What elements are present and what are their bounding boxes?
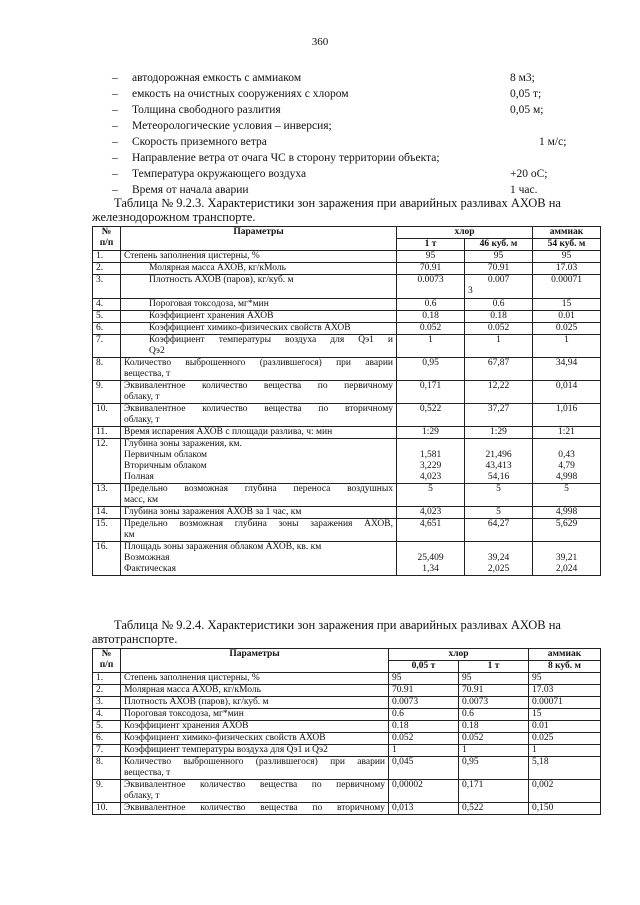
row-param: Степень заполнения цистерны, % xyxy=(121,673,389,685)
condition-item xyxy=(112,134,612,150)
header-col: 54 куб. м xyxy=(533,239,601,251)
condition-item xyxy=(112,70,612,86)
row-number: 7. xyxy=(93,745,121,757)
row-value: 70.91 xyxy=(459,685,529,697)
row-value: 0.00071 xyxy=(529,697,601,709)
condition-text: Скорость приземного ветра xyxy=(132,136,267,148)
row-value: 17.03 xyxy=(529,685,601,697)
row-value: 0,002 xyxy=(529,780,601,803)
condition-item xyxy=(112,102,612,118)
header-col: 8 куб. м xyxy=(529,661,601,673)
dash: – xyxy=(112,88,118,100)
row-value: 0.052 xyxy=(465,323,533,335)
table-row xyxy=(93,404,601,427)
header-chlorine: хлор xyxy=(389,649,529,661)
table-row xyxy=(93,780,601,803)
dash: – xyxy=(112,136,118,148)
table-row xyxy=(93,542,601,576)
row-value: 70.91 xyxy=(397,263,465,275)
row-value: 1 xyxy=(397,335,465,358)
row-value: 12,22 xyxy=(465,381,533,404)
row-value: 39,21 2,024 xyxy=(533,542,601,576)
row-value: 0,171 xyxy=(397,381,465,404)
header-col: 1 т xyxy=(397,239,465,251)
row-value: 0.18 xyxy=(389,721,459,733)
row-param: Глубина зоны заражения, км. Первичным облаком Вторичным облаком Полная xyxy=(121,439,397,484)
row-value: 0.007 3 xyxy=(465,275,533,299)
dash: – xyxy=(112,168,118,180)
caption-line: Таблица № 9.2.3. Характеристики зон заражения при аварийных разливах АХОВ на xyxy=(114,196,561,210)
row-value: 1 xyxy=(533,335,601,358)
dash: – xyxy=(112,184,118,196)
row-value: 1,581 3,229 4,023 xyxy=(397,439,465,484)
row-param: Количество выброшенного (разлившегося) при аварии вещества, т xyxy=(121,358,397,381)
row-param: Коэффициент температуры воздуха для Qэ1 и Qэ2 xyxy=(121,335,397,358)
table-row xyxy=(93,381,601,404)
condition-text: Температура окружающего воздуха xyxy=(132,168,307,180)
row-value: 95 xyxy=(459,673,529,685)
dash: – xyxy=(112,152,118,164)
row-param: Плотность АХОВ (паров), кг/куб. м xyxy=(121,275,397,299)
row-param: Предельно возможная глубина зоны заражения АХОВ, км xyxy=(121,519,397,542)
row-number: 9. xyxy=(93,381,121,404)
header-num: № п/п xyxy=(93,227,121,251)
row-value: 95 xyxy=(397,251,465,263)
row-param: Степень заполнения цистерны, % xyxy=(121,251,397,263)
row-value: 1:29 xyxy=(397,427,465,439)
row-number: 13. xyxy=(93,484,121,507)
row-value: 67,87 xyxy=(465,358,533,381)
header-ammonia: аммиак xyxy=(533,227,601,239)
dash: – xyxy=(112,72,118,84)
row-value: 70.91 xyxy=(389,685,459,697)
table-road xyxy=(92,648,601,815)
row-number: 8. xyxy=(93,757,121,780)
row-value: 64,27 xyxy=(465,519,533,542)
condition-value: 1 м/с; xyxy=(539,136,567,148)
row-value: 1:21 xyxy=(533,427,601,439)
row-param: Эквивалентное количество вещества по первичному облаку, т xyxy=(121,381,397,404)
table-row xyxy=(93,757,601,780)
row-value: 0.052 xyxy=(389,733,459,745)
row-value: 17.03 xyxy=(533,263,601,275)
row-param: Коэффициент химико-физических свойств АХОВ xyxy=(121,323,397,335)
row-value: 5 xyxy=(465,507,533,519)
condition-text: автодорожная емкость с аммиаком xyxy=(132,72,302,84)
table-row xyxy=(93,803,601,815)
row-value: 0.00071 xyxy=(533,275,601,299)
row-number: 7. xyxy=(93,335,121,358)
table-row xyxy=(93,299,601,311)
table-row xyxy=(93,358,601,381)
row-value: 0,95 xyxy=(459,757,529,780)
row-number: 6. xyxy=(93,733,121,745)
caption-line: Таблица № 9.2.4. Характеристики зон заражения при аварийных разливах АХОВ на xyxy=(114,618,561,632)
header-params: Параметры xyxy=(121,649,389,673)
table-row xyxy=(93,427,601,439)
row-number: 8. xyxy=(93,358,121,381)
row-value: 0.18 xyxy=(465,311,533,323)
row-value: 4,651 xyxy=(397,519,465,542)
dash: – xyxy=(112,120,118,132)
row-value: 0.0073 xyxy=(397,275,465,299)
row-param: Предельно возможная глубина переноса воздушных масс, км xyxy=(121,484,397,507)
row-number: 10. xyxy=(93,404,121,427)
row-value: 25,409 1,34 xyxy=(397,542,465,576)
header-col: 1 т xyxy=(459,661,529,673)
row-number: 4. xyxy=(93,299,121,311)
row-value: 37,27 xyxy=(465,404,533,427)
row-number: 3. xyxy=(93,697,121,709)
header-chlorine: хлор xyxy=(397,227,533,239)
caption-line: автотранспорте. xyxy=(92,632,178,646)
row-param: Плотность АХОВ (паров), кг/куб. м xyxy=(121,697,389,709)
row-param: Эквивалентное количество вещества по вторичному облаку, т xyxy=(121,404,397,427)
header-col: 46 куб. м xyxy=(465,239,533,251)
row-value: 0,014 xyxy=(533,381,601,404)
condition-text: Толщина свободного разлития xyxy=(132,104,281,116)
condition-text: Метеорологические условия – инверсия; xyxy=(132,120,332,132)
row-value: 5,629 xyxy=(533,519,601,542)
header-col: 0,05 т xyxy=(389,661,459,673)
row-value: 0,95 xyxy=(397,358,465,381)
header-num: № п/п xyxy=(93,649,121,673)
table-railway xyxy=(92,226,601,576)
condition-item xyxy=(112,166,612,182)
row-value: 0.6 xyxy=(397,299,465,311)
row-value: 15 xyxy=(529,709,601,721)
table-row xyxy=(93,323,601,335)
row-value: 5 xyxy=(397,484,465,507)
table-row xyxy=(93,745,601,757)
table-row xyxy=(93,439,601,484)
header-ammonia: аммиак xyxy=(529,649,601,661)
table-row xyxy=(93,263,601,275)
table-header-row xyxy=(93,649,601,661)
condition-text: Время от начала аварии xyxy=(132,184,249,196)
row-value: 0.025 xyxy=(529,733,601,745)
row-value: 0.6 xyxy=(459,709,529,721)
row-value: 5 xyxy=(465,484,533,507)
row-param: Глубина зоны заражения АХОВ за 1 час, км xyxy=(121,507,397,519)
row-param: Площадь зоны заражения облаком АХОВ, кв. км Возможная Фактическая xyxy=(121,542,397,576)
row-param: Пороговая токсодоза, мг*мин xyxy=(121,299,397,311)
table-row xyxy=(93,311,601,323)
row-value: 1:29 xyxy=(465,427,533,439)
row-value: 5 xyxy=(533,484,601,507)
row-number: 4. xyxy=(93,709,121,721)
row-number: 12. xyxy=(93,439,121,484)
table-row xyxy=(93,519,601,542)
row-value: 0.18 xyxy=(459,721,529,733)
row-value: 70.91 xyxy=(465,263,533,275)
row-param: Пороговая токсодоза, мг*мин xyxy=(121,709,389,721)
row-value: 0.0073 xyxy=(389,697,459,709)
table-row xyxy=(93,733,601,745)
row-param: Коэффициент химико-физических свойств АХОВ xyxy=(121,733,389,745)
row-value: 95 xyxy=(389,673,459,685)
row-param: Эквивалентное количество вещества по вторичному xyxy=(121,803,389,815)
table-row xyxy=(93,275,601,299)
table-row xyxy=(93,251,601,263)
condition-item xyxy=(112,86,612,102)
condition-text: Направление ветра от очага ЧС в сторону территории объекта; xyxy=(132,152,440,164)
row-param: Количество выброшенного (разлившегося) при аварии вещества, т xyxy=(121,757,389,780)
row-number: 11. xyxy=(93,427,121,439)
row-value: 1 xyxy=(465,335,533,358)
row-param: Время испарения АХОВ с площади разлива, ч: мин xyxy=(121,427,397,439)
table-row xyxy=(93,721,601,733)
row-value: 4,998 xyxy=(533,507,601,519)
row-value: 5,18 xyxy=(529,757,601,780)
row-number: 14. xyxy=(93,507,121,519)
row-number: 6. xyxy=(93,323,121,335)
row-value: 1 xyxy=(529,745,601,757)
conditions-list xyxy=(112,70,612,198)
row-value: 34,94 xyxy=(533,358,601,381)
row-value: 1 xyxy=(389,745,459,757)
table-row xyxy=(93,335,601,358)
row-param: Коэффициент хранения АХОВ xyxy=(121,721,389,733)
page-number: 360 xyxy=(311,36,329,48)
row-value: 0.6 xyxy=(465,299,533,311)
table1-caption xyxy=(92,196,602,224)
row-value: 0,171 xyxy=(459,780,529,803)
condition-item xyxy=(112,118,612,134)
row-param: Коэффициент хранения АХОВ xyxy=(121,311,397,323)
row-value: 0,00002 xyxy=(389,780,459,803)
header-params: Параметры xyxy=(121,227,397,251)
condition-text: емкость на очистных сооружениях с хлором xyxy=(132,88,349,100)
row-param: Молярная масса АХОВ, кг/кМоль xyxy=(121,685,389,697)
row-number: 15. xyxy=(93,519,121,542)
row-value: 4,023 xyxy=(397,507,465,519)
row-number: 3. xyxy=(93,275,121,299)
row-number: 10. xyxy=(93,803,121,815)
row-value: 0.01 xyxy=(529,721,601,733)
condition-value: 8 м3; xyxy=(510,72,535,84)
row-value: 0.025 xyxy=(533,323,601,335)
row-value: 0.18 xyxy=(397,311,465,323)
row-value: 15 xyxy=(533,299,601,311)
row-value: 39,24 2,025 xyxy=(465,542,533,576)
table2-caption xyxy=(92,618,602,646)
row-value: 0,522 xyxy=(397,404,465,427)
row-value: 0,045 xyxy=(389,757,459,780)
condition-value: 1 час. xyxy=(510,184,538,196)
row-number: 5. xyxy=(93,721,121,733)
row-value: 21,496 43,413 54,16 xyxy=(465,439,533,484)
row-value: 0,150 xyxy=(529,803,601,815)
caption-line: железнодорожном транспорте. xyxy=(92,210,256,224)
row-value: 0.6 xyxy=(389,709,459,721)
row-value: 1,016 xyxy=(533,404,601,427)
condition-value: +20 оС; xyxy=(510,168,548,180)
row-value: 0.052 xyxy=(459,733,529,745)
row-number: 1. xyxy=(93,251,121,263)
table-header-row xyxy=(93,227,601,239)
table-row xyxy=(93,507,601,519)
row-value: 95 xyxy=(465,251,533,263)
dash: – xyxy=(112,104,118,116)
row-value: 0,522 xyxy=(459,803,529,815)
row-param: Эквивалентное количество вещества по первичному облаку, т xyxy=(121,780,389,803)
row-number: 16. xyxy=(93,542,121,576)
table-row xyxy=(93,685,601,697)
row-value: 95 xyxy=(529,673,601,685)
table-row xyxy=(93,673,601,685)
table-row xyxy=(93,697,601,709)
condition-value: 0,05 т; xyxy=(510,88,542,100)
table-row xyxy=(93,484,601,507)
condition-item xyxy=(112,150,612,166)
row-number: 9. xyxy=(93,780,121,803)
row-param: Молярная масса АХОВ, кг/кМоль xyxy=(121,263,397,275)
row-param: Коэффициент температуры воздуха для Qэ1 и Qэ2 xyxy=(121,745,389,757)
row-value: 0.01 xyxy=(533,311,601,323)
row-value: 0,013 xyxy=(389,803,459,815)
row-number: 5. xyxy=(93,311,121,323)
row-number: 2. xyxy=(93,263,121,275)
row-value: 1 xyxy=(459,745,529,757)
row-value: 0.052 xyxy=(397,323,465,335)
row-value: 0.0073 xyxy=(459,697,529,709)
condition-value: 0,05 м; xyxy=(510,104,544,116)
row-value: 95 xyxy=(533,251,601,263)
row-number: 1. xyxy=(93,673,121,685)
table-row xyxy=(93,709,601,721)
row-number: 2. xyxy=(93,685,121,697)
row-value: 0,43 4,79 4,998 xyxy=(533,439,601,484)
